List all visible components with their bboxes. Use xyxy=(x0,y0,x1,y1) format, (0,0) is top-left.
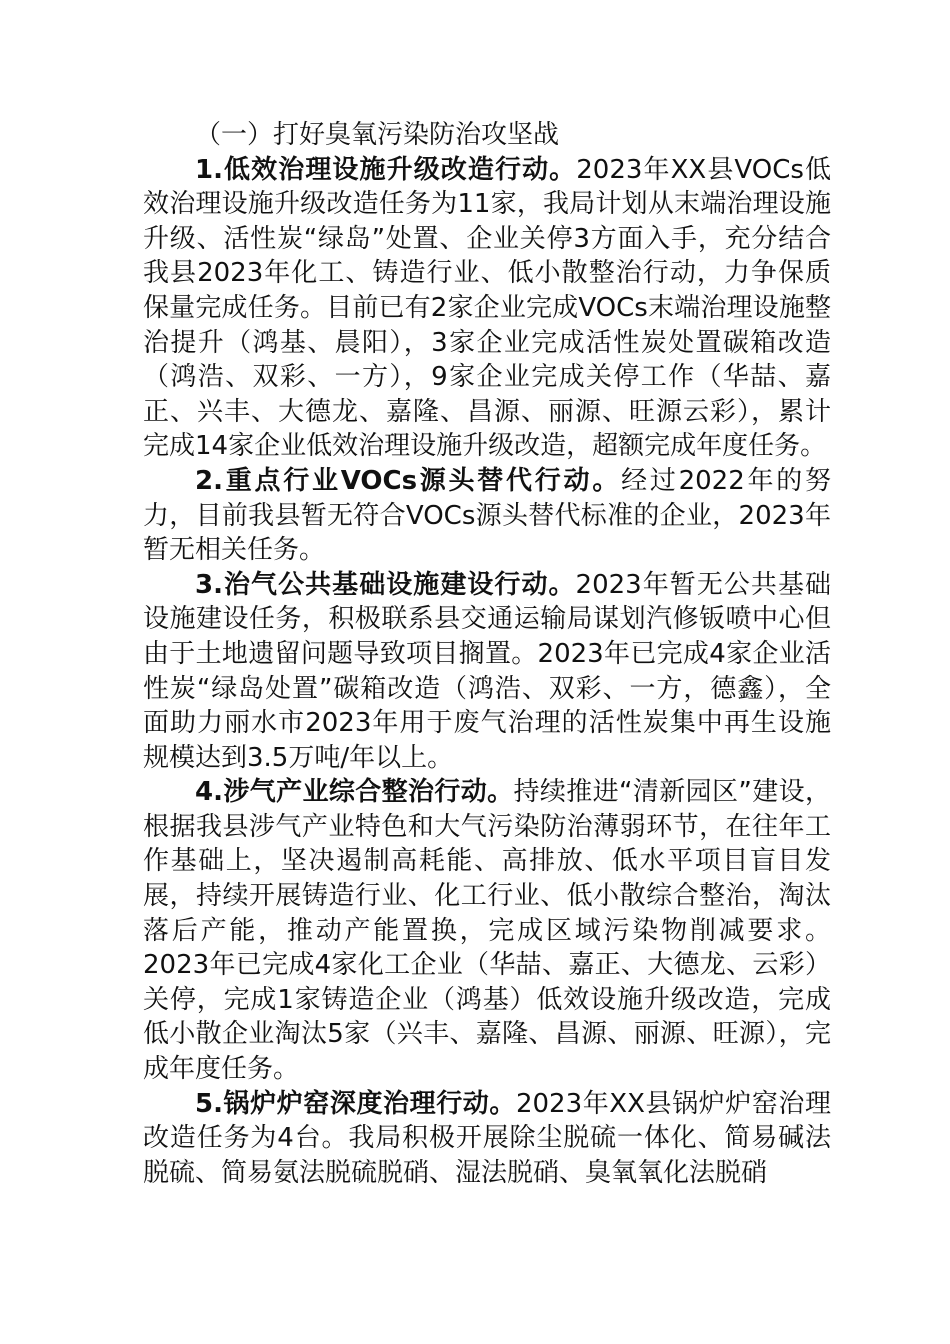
paragraph-title: 4.涉气产业综合整治行动。 xyxy=(195,777,514,808)
paragraph-3 xyxy=(143,568,831,776)
paragraph-title: 3.治气公共基础设施建设行动。 xyxy=(195,569,576,600)
paragraph-title: 1.低效治理设施升级改造行动。 xyxy=(195,154,577,185)
paragraph-body: 2023年XX县锅炉炉窑治理改造任务为4台。我局积极开展除尘脱硫一体化、简易碱法脱硫、简易氨法脱硫脱硝、湿法脱硝、臭氧氧化法脱硝 xyxy=(143,1088,832,1188)
paragraph-4 xyxy=(143,775,831,1086)
paragraph-title: 2.重点行业VOCs源头替代行动。 xyxy=(195,465,622,496)
paragraph-body: 经过2022年的努力，目前我县暂无符合VOCs源头替代标准的企业，2023年暂无相关任务。 xyxy=(143,465,832,566)
paragraph-body: 2023年XX县VOCs低效治理设施升级改造任务为11家，我局计划从末端治理设施升级、活性炭“绿岛”处置、企业关停3方面入手，充分结合我县2023年化工、铸造行业、低小散整治行动，力争保质保量完成任务。目前已有2家企业完成VOCs末端治理设施整治提升（鸿基、晨阳），3家企业完成活性炭处置碳箱改造（鸿浩、双彩、一方），9家企业完成关停工作（华喆、嘉正、兴丰、大德龙、嘉隆、昌源、丽源、旺源云彩），累计完成14家企业低效治理设施升级改造，超额完成年度任务。 xyxy=(143,154,831,462)
paragraph-2 xyxy=(143,464,831,568)
section-heading: （一）打好臭氧污染防治攻坚战 xyxy=(195,120,560,150)
paragraph-5 xyxy=(143,1087,831,1191)
paragraph-title: 5.锅炉炉窑深度治理行动。 xyxy=(195,1088,516,1119)
paragraph-body: 持续推进“清新园区”建设，根据我县涉气产业特色和大气污染防治薄弱环节，在往年工作基础上，坚决遏制高耗能、高排放、低水平项目盲目发展，持续开展铸造行业、化工行业、低小散综合整治，淘汰落后产能，推动产能置换，完成区域污染物削减要求。2023年已完成4家化工企业（华喆、嘉正、大德龙、云彩）关停，完成1家铸造企业（鸿基）低效设施升级改造，完成低小散企业淘汰5家（兴丰、嘉隆、昌源、丽源、旺源），完成年度任务。 xyxy=(143,777,831,1085)
paragraph-1 xyxy=(143,153,831,464)
document-page xyxy=(143,118,831,1190)
paragraph-body: 2023年暂无公共基础设施建设任务，积极联系县交通运输局谋划汽修钣喷中心但由于土地遗留问题导致项目搁置。2023年已完成4家企业活性炭“绿岛处置”碳箱改造（鸿浩、双彩、一方，德鑫），全面助力丽水市2023年用于废气治理的活性炭集中再生设施规模达到3.5万吨/年以上。 xyxy=(143,569,832,773)
